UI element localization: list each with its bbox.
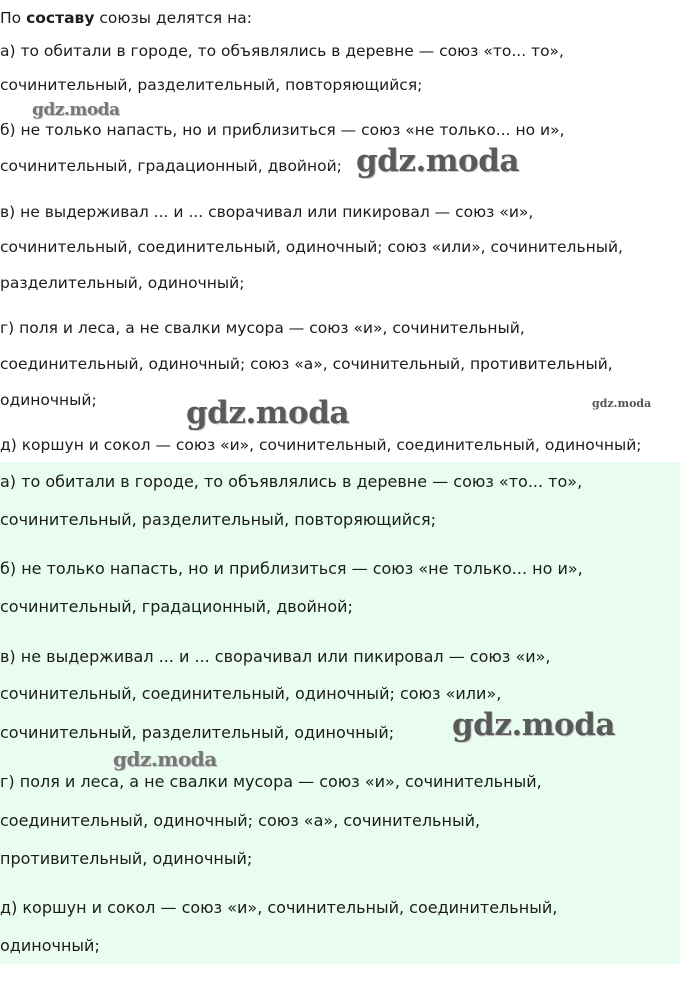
text-line: сочинительный, градационный, двойной; [0,597,353,616]
text-line: противительный, одиночный; [0,849,253,868]
text-line: в) не выдерживал ... и ... сворачивал или пикировал — союз «и», [0,203,534,221]
text-line: г) поля и леса, а не свалки мусора — союз «и», сочинительный, [0,772,542,791]
text-line: соединительный, одиночный; союз «а», сочинительный, противительный, [0,355,613,373]
text-line: сочинительный, разделительный, одиночный; [0,723,395,742]
text-line: сочинительный, соединительный, одиночный; союз «или», сочинительный, [0,238,623,256]
intro-line [0,8,252,28]
watermark-logo: gdz.moda [452,707,615,743]
text-line: д) коршун и сокол — союз «и», сочинительный, соединительный, одиночный; [0,436,642,454]
text-line: а) то обитали в городе, то объявлялись в деревне — союз «то... то», [0,42,564,60]
text-line: а) то обитали в городе, то объявлялись в деревне — союз «то... то», [0,472,583,491]
text-line: одиночный; [0,936,100,955]
watermark-logo: gdz.moda [592,397,652,410]
watermark-logo: gdz.moda [113,747,217,771]
text-line: сочинительный, соединительный, одиночный; союз «или», [0,684,502,703]
intro-bold-word: составу [26,9,95,27]
text-line: г) поля и леса, а не свалки мусора — союз «и», сочинительный, [0,319,525,337]
watermark-logo: gdz.moda [356,143,519,179]
text-line: в) не выдерживал ... и ... сворачивал или пикировал — союз «и», [0,647,551,666]
text-line: разделительный, одиночный; [0,274,245,292]
text-line: сочинительный, разделительный, повторяющийся; [0,510,436,529]
intro-suffix: союзы делятся на: [94,9,252,27]
text-line: сочинительный, градационный, двойной; [0,157,342,175]
watermark-logo: gdz.moda [186,395,349,431]
text-line: б) не только напасть, но и приблизиться — союз «не только... но и», [0,121,565,139]
intro-prefix: По [0,9,27,27]
text-line: соединительный, одиночный; союз «а», сочинительный, [0,811,481,830]
watermark-logo: gdz.moda [32,100,120,120]
text-line: б) не только напасть, но и приблизиться — союз «не только... но и», [0,559,583,578]
text-line: сочинительный, разделительный, повторяющийся; [0,76,423,94]
answer-block-original [0,0,680,460]
text-line: одиночный; [0,391,97,409]
text-line: д) коршун и сокол — союз «и», сочинительный, соединительный, [0,898,558,917]
